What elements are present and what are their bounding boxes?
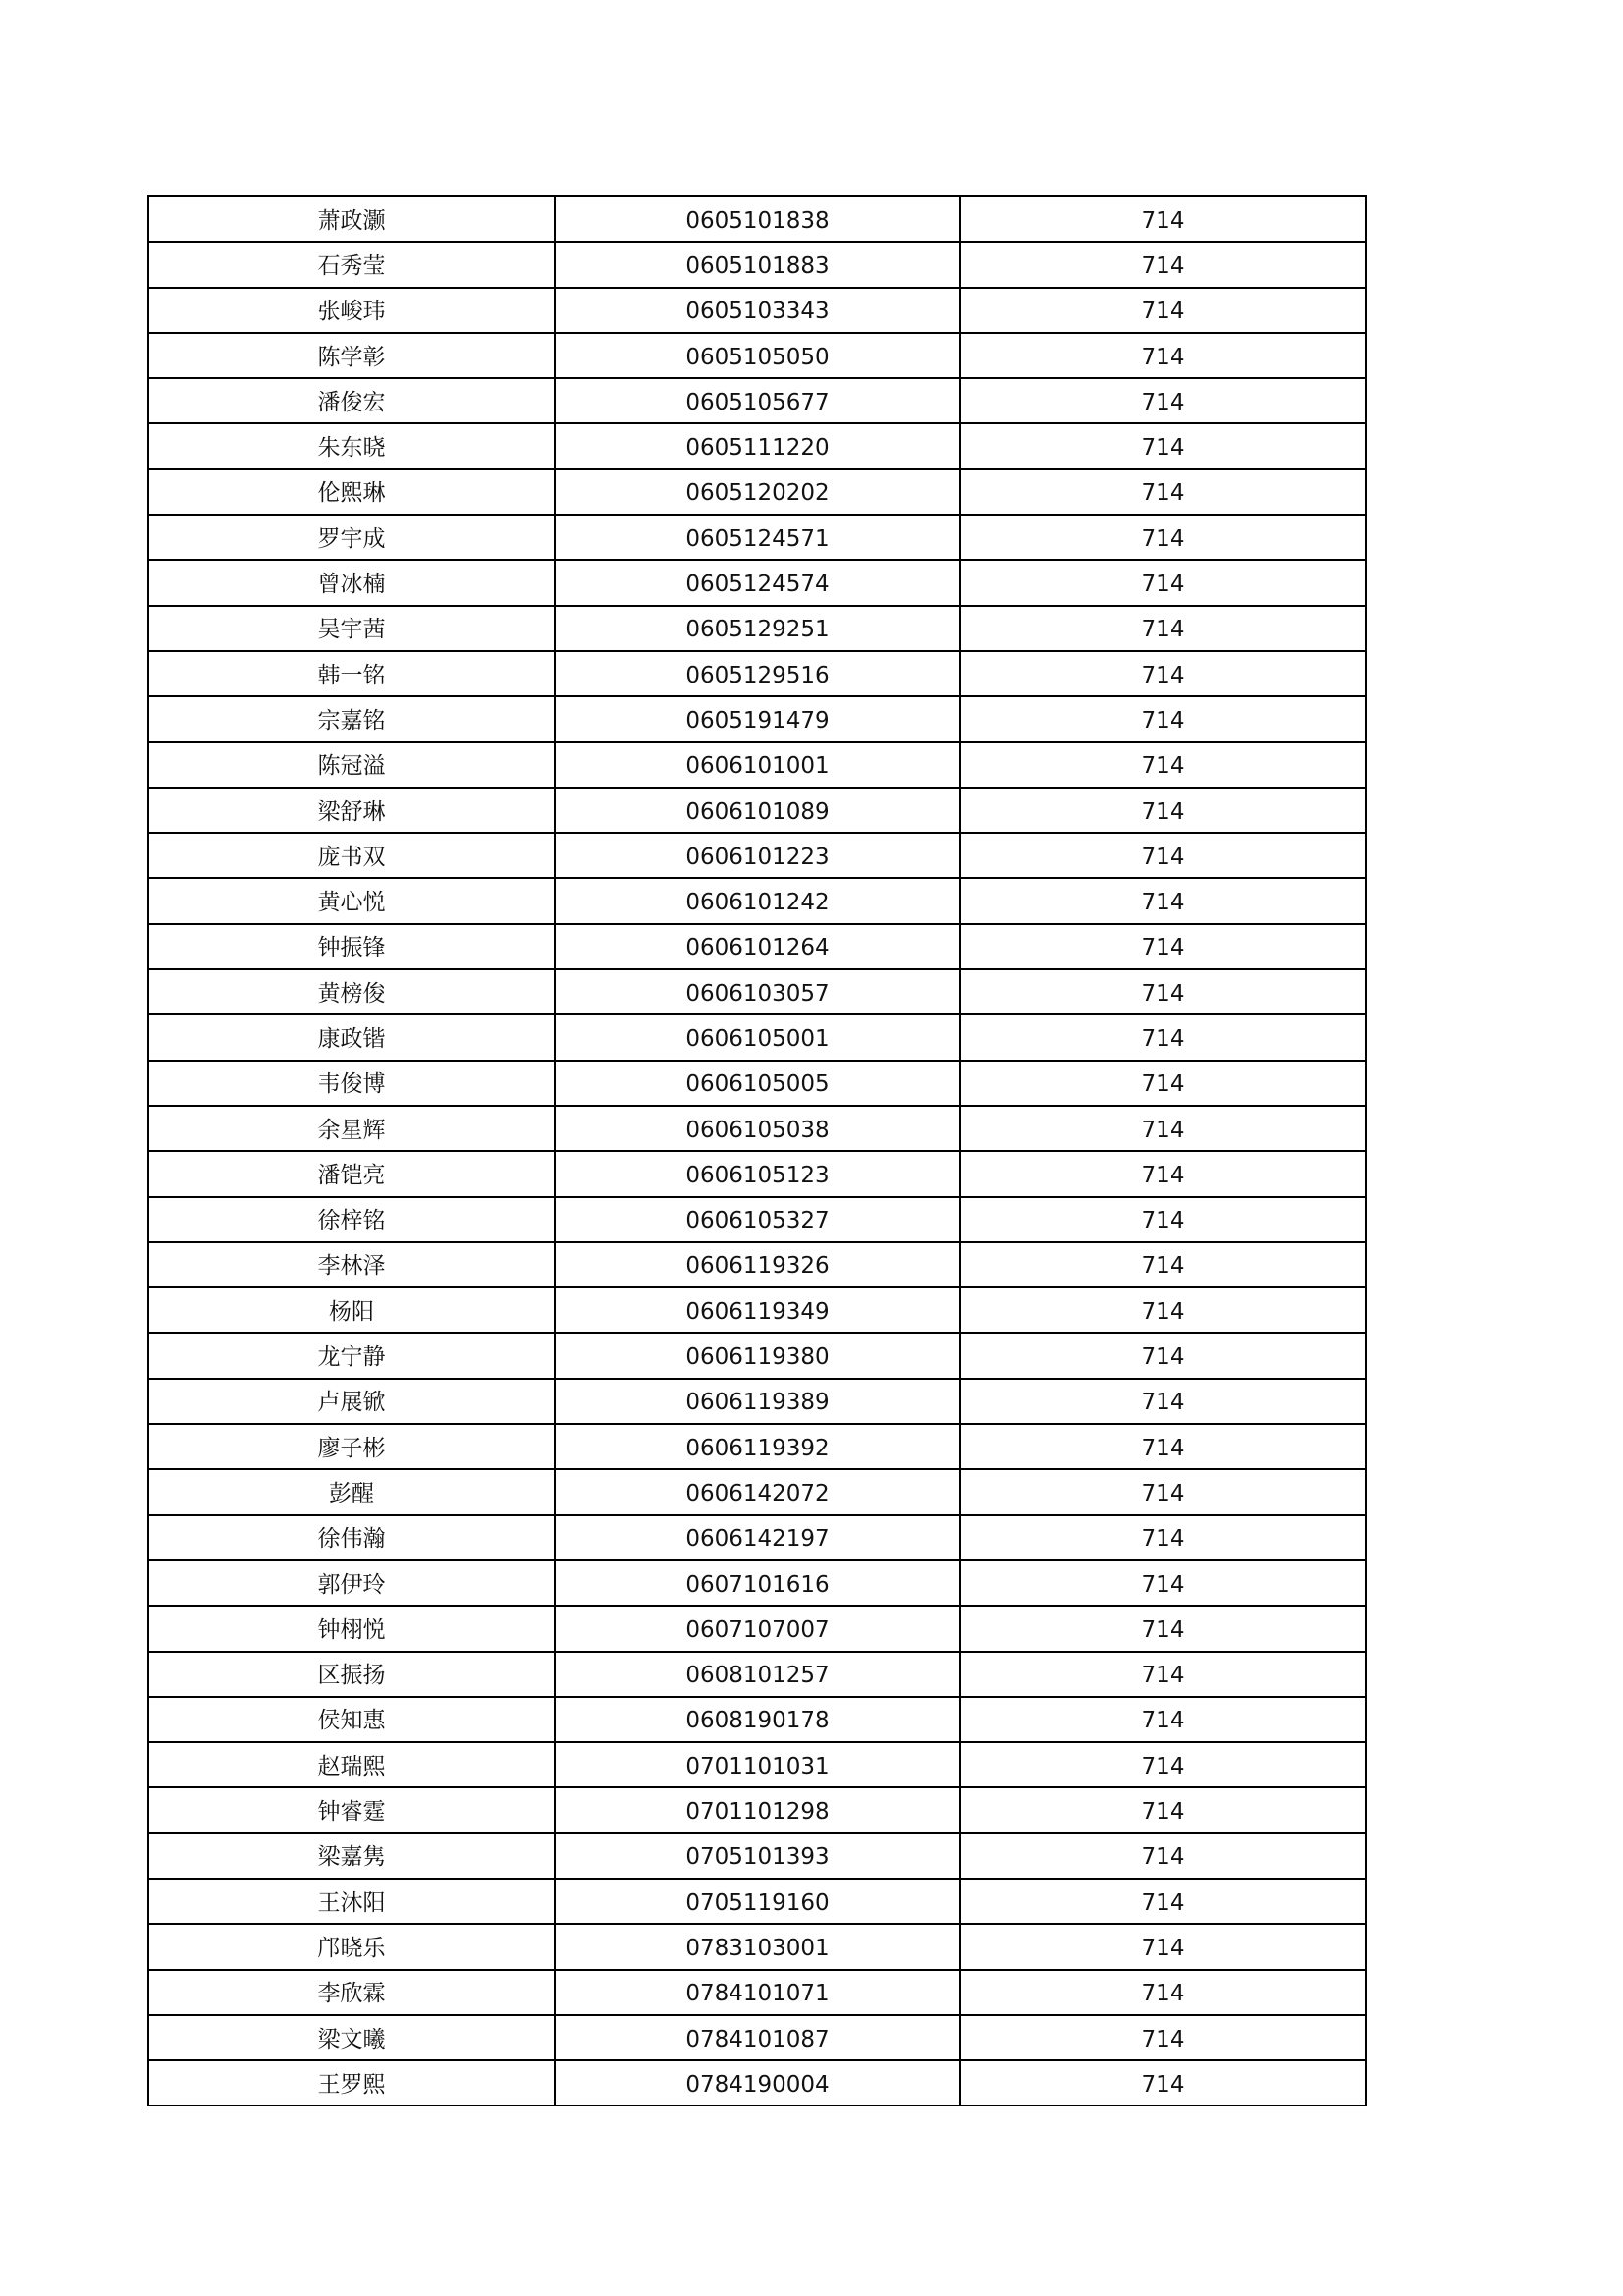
id-cell-text: 0701101031 xyxy=(685,1753,830,1779)
name-cell-text: 徐梓铭 xyxy=(317,1208,386,1234)
table-row xyxy=(148,1333,1366,1378)
id-cell-text: 0606119389 xyxy=(685,1390,830,1416)
table-row xyxy=(148,1061,1366,1106)
name-cell xyxy=(148,423,555,468)
id-cell-text: 0607101616 xyxy=(685,1571,830,1598)
id-cell-text: 0605124574 xyxy=(685,572,830,598)
id-cell xyxy=(555,469,960,515)
score-cell-text: 714 xyxy=(1141,1298,1185,1325)
name-cell xyxy=(148,1333,555,1378)
id-cell-text: 0705119160 xyxy=(685,1889,830,1916)
score-cell-text: 714 xyxy=(1141,1253,1185,1280)
name-cell-text: 伦熙琳 xyxy=(317,480,386,507)
score-cell xyxy=(960,1652,1366,1697)
name-cell xyxy=(148,833,555,878)
id-cell-text: 0606105327 xyxy=(685,1208,830,1234)
score-cell-text: 714 xyxy=(1141,980,1185,1007)
id-cell xyxy=(555,1424,960,1469)
name-cell xyxy=(148,196,555,242)
id-cell-text: 0608190178 xyxy=(685,1708,830,1734)
name-cell-text: 罗宇成 xyxy=(317,525,386,552)
score-cell xyxy=(960,1515,1366,1560)
name-cell xyxy=(148,1106,555,1151)
table-row xyxy=(148,515,1366,560)
score-cell-text: 714 xyxy=(1141,480,1185,507)
score-cell-text: 714 xyxy=(1141,617,1185,643)
table-row xyxy=(148,469,1366,515)
id-cell xyxy=(555,1515,960,1560)
id-cell-text: 0605101838 xyxy=(685,207,830,234)
id-cell-text: 0701101298 xyxy=(685,1799,830,1826)
score-cell xyxy=(960,651,1366,696)
score-cell-text: 714 xyxy=(1141,525,1185,552)
score-cell-text: 714 xyxy=(1141,572,1185,598)
score-cell xyxy=(960,242,1366,287)
score-cell-text: 714 xyxy=(1141,707,1185,734)
name-cell xyxy=(148,560,555,605)
id-cell-text: 0606119349 xyxy=(685,1298,830,1325)
score-cell-text: 714 xyxy=(1141,798,1185,825)
id-cell-text: 0705101393 xyxy=(685,1844,830,1871)
score-cell xyxy=(960,1197,1366,1242)
id-cell xyxy=(555,924,960,969)
score-cell xyxy=(960,196,1366,242)
id-cell-text: 0605191479 xyxy=(685,707,830,734)
name-cell xyxy=(148,333,555,378)
name-cell-text: 潘铠亮 xyxy=(317,1162,386,1188)
name-cell-text: 龙宁静 xyxy=(317,1344,386,1371)
name-cell xyxy=(148,1242,555,1287)
id-cell xyxy=(555,333,960,378)
name-cell-text: 钟振锋 xyxy=(317,935,386,961)
id-cell-text: 0606101223 xyxy=(685,844,830,870)
id-cell-text: 0605124571 xyxy=(685,525,830,552)
name-cell-text: 邝晓乐 xyxy=(317,1935,386,1961)
id-cell xyxy=(555,1697,960,1742)
table-row xyxy=(148,1151,1366,1196)
name-cell-text: 杨阳 xyxy=(329,1298,374,1325)
id-cell xyxy=(555,1742,960,1787)
name-cell-text: 吴宇茜 xyxy=(317,617,386,643)
table-row xyxy=(148,196,1366,242)
name-cell xyxy=(148,1014,555,1060)
id-cell xyxy=(555,1242,960,1287)
id-cell xyxy=(555,1652,960,1697)
id-cell-text: 0784190004 xyxy=(685,2071,830,2098)
id-cell xyxy=(555,1833,960,1879)
score-cell xyxy=(960,1424,1366,1469)
score-cell xyxy=(960,833,1366,878)
id-cell xyxy=(555,242,960,287)
name-cell xyxy=(148,1697,555,1742)
id-cell-text: 0606105001 xyxy=(685,1025,830,1052)
score-cell-text: 714 xyxy=(1141,1663,1185,1689)
score-cell-text: 714 xyxy=(1141,1526,1185,1553)
id-cell-text: 0605101883 xyxy=(685,252,830,279)
score-cell xyxy=(960,469,1366,515)
score-cell-text: 714 xyxy=(1141,435,1185,462)
id-cell-text: 0608101257 xyxy=(685,1663,830,1689)
name-cell xyxy=(148,924,555,969)
table-row xyxy=(148,1742,1366,1787)
table-row xyxy=(148,1106,1366,1151)
table-row xyxy=(148,833,1366,878)
id-cell-text: 0605111220 xyxy=(685,435,830,462)
table-row xyxy=(148,1924,1366,1969)
name-cell-text: 郭伊玲 xyxy=(317,1571,386,1598)
id-cell xyxy=(555,560,960,605)
id-cell xyxy=(555,1061,960,1106)
name-cell xyxy=(148,1469,555,1514)
score-cell xyxy=(960,969,1366,1014)
table-row xyxy=(148,1287,1366,1333)
name-cell-text: 梁文曦 xyxy=(317,2026,386,2052)
name-cell-text: 黄榜俊 xyxy=(317,980,386,1007)
name-cell xyxy=(148,1287,555,1333)
id-cell xyxy=(555,1606,960,1651)
name-cell-text: 李林泽 xyxy=(317,1253,386,1280)
table-row xyxy=(148,696,1366,741)
table-row xyxy=(148,788,1366,833)
name-cell-text: 曾冰楠 xyxy=(317,572,386,598)
name-cell xyxy=(148,378,555,423)
name-cell xyxy=(148,1833,555,1879)
name-cell-text: 钟栩悦 xyxy=(317,1616,386,1643)
name-cell xyxy=(148,1652,555,1697)
score-cell xyxy=(960,1879,1366,1924)
id-cell xyxy=(555,1469,960,1514)
name-cell-text: 张峻玮 xyxy=(317,299,386,325)
id-cell xyxy=(555,423,960,468)
score-cell-text: 714 xyxy=(1141,1981,1185,2007)
score-cell xyxy=(960,1287,1366,1333)
table-row xyxy=(148,2060,1366,2105)
score-cell xyxy=(960,1742,1366,1787)
name-cell-text: 庞书双 xyxy=(317,844,386,870)
name-cell xyxy=(148,1379,555,1424)
id-cell xyxy=(555,878,960,923)
table-row xyxy=(148,924,1366,969)
score-cell-text: 714 xyxy=(1141,1935,1185,1961)
table-row xyxy=(148,1469,1366,1514)
score-cell-text: 714 xyxy=(1141,1571,1185,1598)
id-cell-text: 0606105038 xyxy=(685,1117,830,1143)
score-cell-text: 714 xyxy=(1141,2026,1185,2052)
table-row xyxy=(148,651,1366,696)
score-cell xyxy=(960,924,1366,969)
score-cell-text: 714 xyxy=(1141,1799,1185,1826)
table-row xyxy=(148,1560,1366,1606)
id-cell-text: 0606101089 xyxy=(685,798,830,825)
name-cell-text: 李欣霖 xyxy=(317,1981,386,2007)
name-cell-text: 陈冠溢 xyxy=(317,753,386,780)
id-cell xyxy=(555,606,960,651)
score-cell xyxy=(960,2060,1366,2105)
score-cell-text: 714 xyxy=(1141,890,1185,916)
name-cell xyxy=(148,788,555,833)
score-cell-text: 714 xyxy=(1141,344,1185,370)
score-cell xyxy=(960,1106,1366,1151)
name-cell xyxy=(148,1061,555,1106)
score-cell xyxy=(960,606,1366,651)
score-cell xyxy=(960,1333,1366,1378)
id-cell xyxy=(555,288,960,333)
id-cell xyxy=(555,1197,960,1242)
score-cell xyxy=(960,1151,1366,1196)
name-cell xyxy=(148,2015,555,2060)
score-cell-text: 714 xyxy=(1141,299,1185,325)
id-cell xyxy=(555,1787,960,1832)
name-cell-text: 韦俊博 xyxy=(317,1071,386,1098)
table-row xyxy=(148,242,1366,287)
score-cell-text: 714 xyxy=(1141,844,1185,870)
name-cell xyxy=(148,2060,555,2105)
name-cell-text: 梁舒琳 xyxy=(317,798,386,825)
score-cell xyxy=(960,1606,1366,1651)
name-cell xyxy=(148,1742,555,1787)
score-cell xyxy=(960,1833,1366,1879)
id-cell-text: 0605120202 xyxy=(685,480,830,507)
id-cell-text: 0605129516 xyxy=(685,662,830,688)
table-row xyxy=(148,1379,1366,1424)
table-row xyxy=(148,1697,1366,1742)
score-cell xyxy=(960,1379,1366,1424)
name-cell-text: 钟睿霆 xyxy=(317,1799,386,1826)
score-cell-text: 714 xyxy=(1141,935,1185,961)
score-table xyxy=(147,195,1367,2106)
score-cell xyxy=(960,333,1366,378)
name-cell-text: 石秀莹 xyxy=(317,252,386,279)
table-row xyxy=(148,1197,1366,1242)
name-cell-text: 潘俊宏 xyxy=(317,389,386,415)
id-cell-text: 0606101264 xyxy=(685,935,830,961)
id-cell xyxy=(555,2060,960,2105)
table-row xyxy=(148,333,1366,378)
table-row xyxy=(148,878,1366,923)
name-cell xyxy=(148,1197,555,1242)
score-cell xyxy=(960,1970,1366,2015)
score-cell xyxy=(960,788,1366,833)
score-table-body xyxy=(148,196,1366,2105)
name-cell xyxy=(148,878,555,923)
score-cell xyxy=(960,1014,1366,1060)
name-cell xyxy=(148,1151,555,1196)
table-row xyxy=(148,742,1366,788)
score-cell-text: 714 xyxy=(1141,1208,1185,1234)
name-cell-text: 王罗熙 xyxy=(317,2071,386,2098)
name-cell-text: 卢展锨 xyxy=(317,1390,386,1416)
name-cell-text: 侯知惠 xyxy=(317,1708,386,1734)
table-row xyxy=(148,1787,1366,1832)
score-cell xyxy=(960,2015,1366,2060)
table-row xyxy=(148,2015,1366,2060)
score-cell xyxy=(960,742,1366,788)
name-cell-text: 廖子彬 xyxy=(317,1435,386,1461)
name-cell xyxy=(148,469,555,515)
id-cell-text: 0606119392 xyxy=(685,1435,830,1461)
id-cell-text: 0607107007 xyxy=(685,1616,830,1643)
id-cell xyxy=(555,1151,960,1196)
id-cell xyxy=(555,651,960,696)
id-cell-text: 0606103057 xyxy=(685,980,830,1007)
table-row xyxy=(148,1242,1366,1287)
table-row xyxy=(148,1606,1366,1651)
table-row xyxy=(148,1014,1366,1060)
id-cell xyxy=(555,696,960,741)
id-cell-text: 0606142072 xyxy=(685,1480,830,1506)
id-cell xyxy=(555,742,960,788)
name-cell xyxy=(148,1560,555,1606)
name-cell-text: 区振扬 xyxy=(317,1663,386,1689)
score-cell xyxy=(960,1560,1366,1606)
score-cell-text: 714 xyxy=(1141,1071,1185,1098)
score-cell-text: 714 xyxy=(1141,1162,1185,1188)
score-cell xyxy=(960,1061,1366,1106)
table-row xyxy=(148,1424,1366,1469)
id-cell-text: 0605129251 xyxy=(685,617,830,643)
table-row xyxy=(148,606,1366,651)
table-row xyxy=(148,288,1366,333)
table-row xyxy=(148,1833,1366,1879)
id-cell-text: 0606119326 xyxy=(685,1253,830,1280)
score-cell-text: 714 xyxy=(1141,2071,1185,2098)
score-cell xyxy=(960,1469,1366,1514)
score-cell xyxy=(960,1697,1366,1742)
table-row xyxy=(148,1879,1366,1924)
table-row xyxy=(148,969,1366,1014)
id-cell-text: 0606142197 xyxy=(685,1526,830,1553)
id-cell-text: 0606119380 xyxy=(685,1344,830,1371)
table-row xyxy=(148,1970,1366,2015)
name-cell xyxy=(148,242,555,287)
id-cell xyxy=(555,1379,960,1424)
name-cell-text: 梁嘉隽 xyxy=(317,1844,386,1871)
id-cell xyxy=(555,833,960,878)
name-cell-text: 陈学彰 xyxy=(317,344,386,370)
id-cell xyxy=(555,515,960,560)
id-cell xyxy=(555,196,960,242)
id-cell xyxy=(555,1924,960,1969)
table-row xyxy=(148,1652,1366,1697)
name-cell-text: 彭醒 xyxy=(329,1480,374,1506)
id-cell xyxy=(555,1879,960,1924)
table-row xyxy=(148,560,1366,605)
table-row xyxy=(148,1515,1366,1560)
name-cell xyxy=(148,1606,555,1651)
table-row xyxy=(148,423,1366,468)
score-cell xyxy=(960,288,1366,333)
id-cell xyxy=(555,788,960,833)
name-cell xyxy=(148,651,555,696)
score-cell xyxy=(960,878,1366,923)
name-cell-text: 韩一铭 xyxy=(317,662,386,688)
score-cell-text: 714 xyxy=(1141,1344,1185,1371)
id-cell-text: 0606105005 xyxy=(685,1071,830,1098)
id-cell xyxy=(555,969,960,1014)
id-cell-text: 0606105123 xyxy=(685,1162,830,1188)
id-cell-text: 0605105677 xyxy=(685,389,830,415)
name-cell xyxy=(148,1879,555,1924)
name-cell-text: 余星辉 xyxy=(317,1117,386,1143)
score-cell xyxy=(960,1242,1366,1287)
name-cell xyxy=(148,742,555,788)
score-cell xyxy=(960,560,1366,605)
score-cell xyxy=(960,1924,1366,1969)
score-cell-text: 714 xyxy=(1141,662,1185,688)
score-cell-text: 714 xyxy=(1141,1480,1185,1506)
score-cell xyxy=(960,1787,1366,1832)
name-cell xyxy=(148,606,555,651)
score-cell xyxy=(960,378,1366,423)
id-cell xyxy=(555,1106,960,1151)
name-cell xyxy=(148,696,555,741)
score-cell-text: 714 xyxy=(1141,1844,1185,1871)
name-cell-text: 康政锴 xyxy=(317,1025,386,1052)
id-cell-text: 0784101087 xyxy=(685,2026,830,2052)
id-cell xyxy=(555,1970,960,2015)
id-cell-text: 0606101001 xyxy=(685,753,830,780)
id-cell-text: 0605105050 xyxy=(685,344,830,370)
id-cell xyxy=(555,1014,960,1060)
name-cell xyxy=(148,1787,555,1832)
score-cell-text: 714 xyxy=(1141,1616,1185,1643)
name-cell xyxy=(148,1970,555,2015)
score-cell-text: 714 xyxy=(1141,1117,1185,1143)
score-cell-text: 714 xyxy=(1141,252,1185,279)
name-cell-text: 赵瑞熙 xyxy=(317,1753,386,1779)
name-cell xyxy=(148,969,555,1014)
id-cell-text: 0784101071 xyxy=(685,1981,830,2007)
name-cell-text: 萧政灏 xyxy=(317,207,386,234)
score-cell-text: 714 xyxy=(1141,753,1185,780)
name-cell-text: 朱东晓 xyxy=(317,435,386,462)
name-cell xyxy=(148,1515,555,1560)
score-cell xyxy=(960,515,1366,560)
table-row xyxy=(148,378,1366,423)
id-cell xyxy=(555,1333,960,1378)
score-cell-text: 714 xyxy=(1141,1435,1185,1461)
name-cell-text: 王沐阳 xyxy=(317,1889,386,1916)
id-cell xyxy=(555,1287,960,1333)
name-cell-text: 宗嘉铭 xyxy=(317,707,386,734)
name-cell xyxy=(148,288,555,333)
id-cell xyxy=(555,1560,960,1606)
score-cell-text: 714 xyxy=(1141,1390,1185,1416)
id-cell-text: 0605103343 xyxy=(685,299,830,325)
score-cell-text: 714 xyxy=(1141,1708,1185,1734)
id-cell xyxy=(555,378,960,423)
score-cell xyxy=(960,696,1366,741)
score-cell-text: 714 xyxy=(1141,1025,1185,1052)
score-cell-text: 714 xyxy=(1141,389,1185,415)
name-cell xyxy=(148,1924,555,1969)
name-cell xyxy=(148,515,555,560)
name-cell-text: 徐伟瀚 xyxy=(317,1526,386,1553)
score-cell-text: 714 xyxy=(1141,207,1185,234)
score-cell xyxy=(960,423,1366,468)
id-cell-text: 0783103001 xyxy=(685,1935,830,1961)
score-cell-text: 714 xyxy=(1141,1753,1185,1779)
id-cell-text: 0606101242 xyxy=(685,890,830,916)
id-cell xyxy=(555,2015,960,2060)
name-cell-text: 黄心悦 xyxy=(317,890,386,916)
score-cell-text: 714 xyxy=(1141,1889,1185,1916)
name-cell xyxy=(148,1424,555,1469)
